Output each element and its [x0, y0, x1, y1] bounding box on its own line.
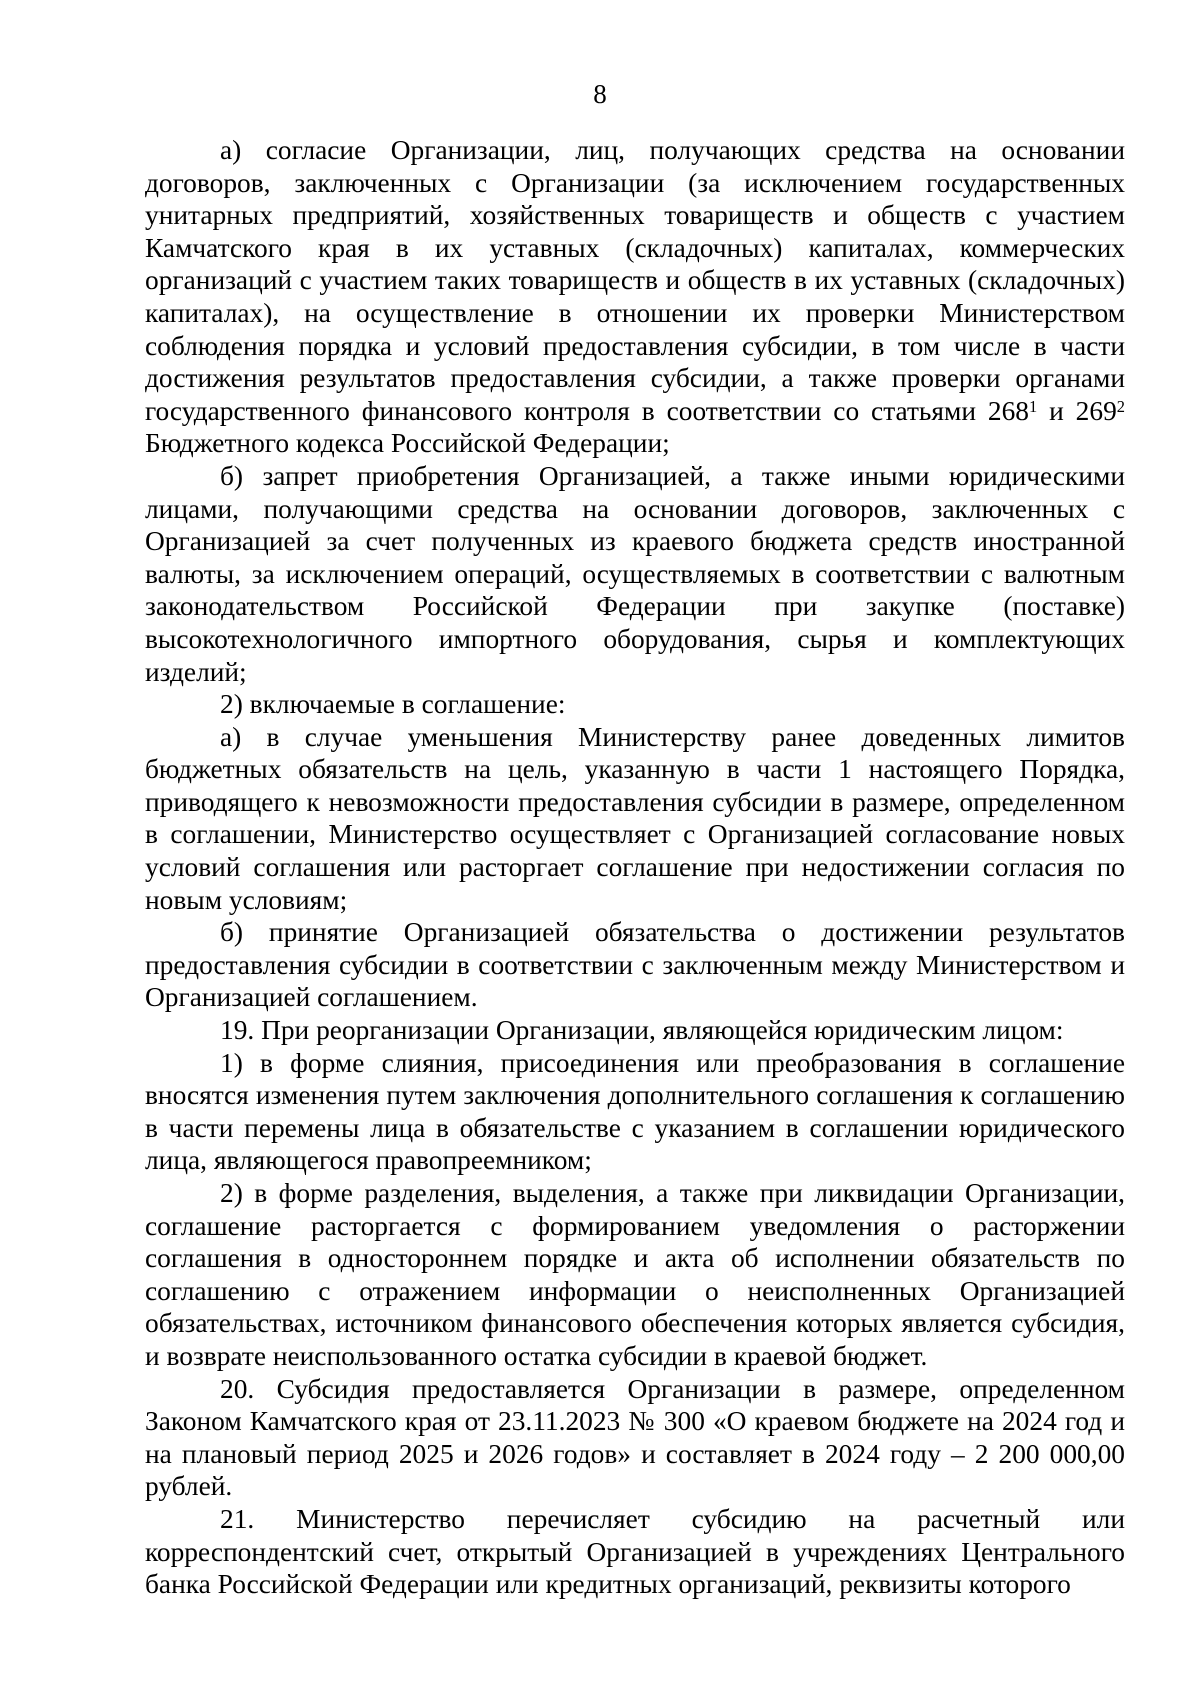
paragraph-obligation: б) принятие Организацией обязательства о достижении результатов предоставления субсидии в соответствии с заключенным между Министерством и Организацией соглашением.: [145, 917, 1125, 1013]
paragraph-limits-reduction: а) в случае уменьшения Министерству ранее доведенных лимитов бюджетных обязательств на цель, указанную в части 1 настоящего Порядка, приводящего к невозможности предоставления субсидии в размере, определенном в соглашении, Министерство осуществляет с Организацией согласование новых условий соглашения или расторгает соглашение при недостижении согласия по новым условиям;: [145, 721, 1125, 915]
paragraph-text-mid: и 269: [1037, 395, 1117, 426]
paragraph-currency-ban: б) запрет приобретения Организацией, а также иными юридическими лицами, получающими средства на основании договоров, заключенных с Организацией за счет полученных из краевого бюджета средств иностранной валюты, за исключением операций, осуществляемых в соответствии с валютным законодательством Российской Федерации при закупке (поставке) высокотехнологичного импортного оборудования, сырья и комплектующих изделий;: [145, 460, 1125, 687]
paragraph-merger: 1) в форме слияния, присоединения или преобразования в соглашение вносятся изменения путем заключения дополнительного соглашения к соглашению в части перемены лица в обязательстве с указанием в соглашении юридического лица, являющегося правопреемником;: [145, 1047, 1125, 1176]
paragraph-included: 2) включаемые в соглашение:: [220, 689, 566, 720]
page-number: 8: [593, 79, 607, 109]
paragraph-consent: [145, 134, 1125, 460]
paragraph-text-tail: Бюджетного кодекса Российской Федерации;: [145, 428, 670, 459]
paragraph-item-19: 19. При реорганизации Организации, являющейся юридическим лицом:: [220, 1015, 1064, 1046]
paragraph-text: а) согласие Организации, лиц, получающих средства на основании договоров, заключенных с Организации (за исключением государственных унитарных предприятий, хозяйственных товариществ и обществ с участием Камчатского края в их уставных (складочных) капиталах, коммерческих организаций с участием таких товариществ и обществ в их уставных (складочных) капиталах), на осуществление в отношении их проверки Министерством соблюдения порядка и условий предоставления субсидии, в том числе в части достижения результатов предоставления субсидии, а также проверки органами государственного финансового контроля в соответствии со статьями 268: [145, 135, 1125, 426]
document-body: [145, 134, 1125, 1601]
paragraph-division: 2) в форме разделения, выделения, а также при ликвидации Организации, соглашение расторгается с формированием уведомления о расторжении соглашения в одностороннем порядке и акта об исполнении обязательств по соглашению с отражением информации о неисполненных Организацией обязательствах, источником финансового обеспечения которых является субсидия, и возврате неиспользованного остатка субсидии в краевой бюджет.: [145, 1178, 1125, 1371]
superscript-2: 2: [1116, 397, 1125, 417]
paragraph-item-21: 21. Министерство перечисляет субсидию на расчетный или корреспондентский счет, открытый Организацией в учреждениях Центрального банка Российской Федерации или кредитных организаций, реквизиты которого: [145, 1503, 1125, 1600]
paragraph-item-20: 20. Субсидия предоставляется Организации в размере, определенном Законом Камчатского края от 23.11.2023 № 300 «О краевом бюджете на 2024 год и на плановый период 2025 и 2026 годов» и составляет в 2024 году – 2 200 000,00 рублей.: [145, 1373, 1125, 1502]
superscript-1: 1: [1029, 397, 1038, 417]
